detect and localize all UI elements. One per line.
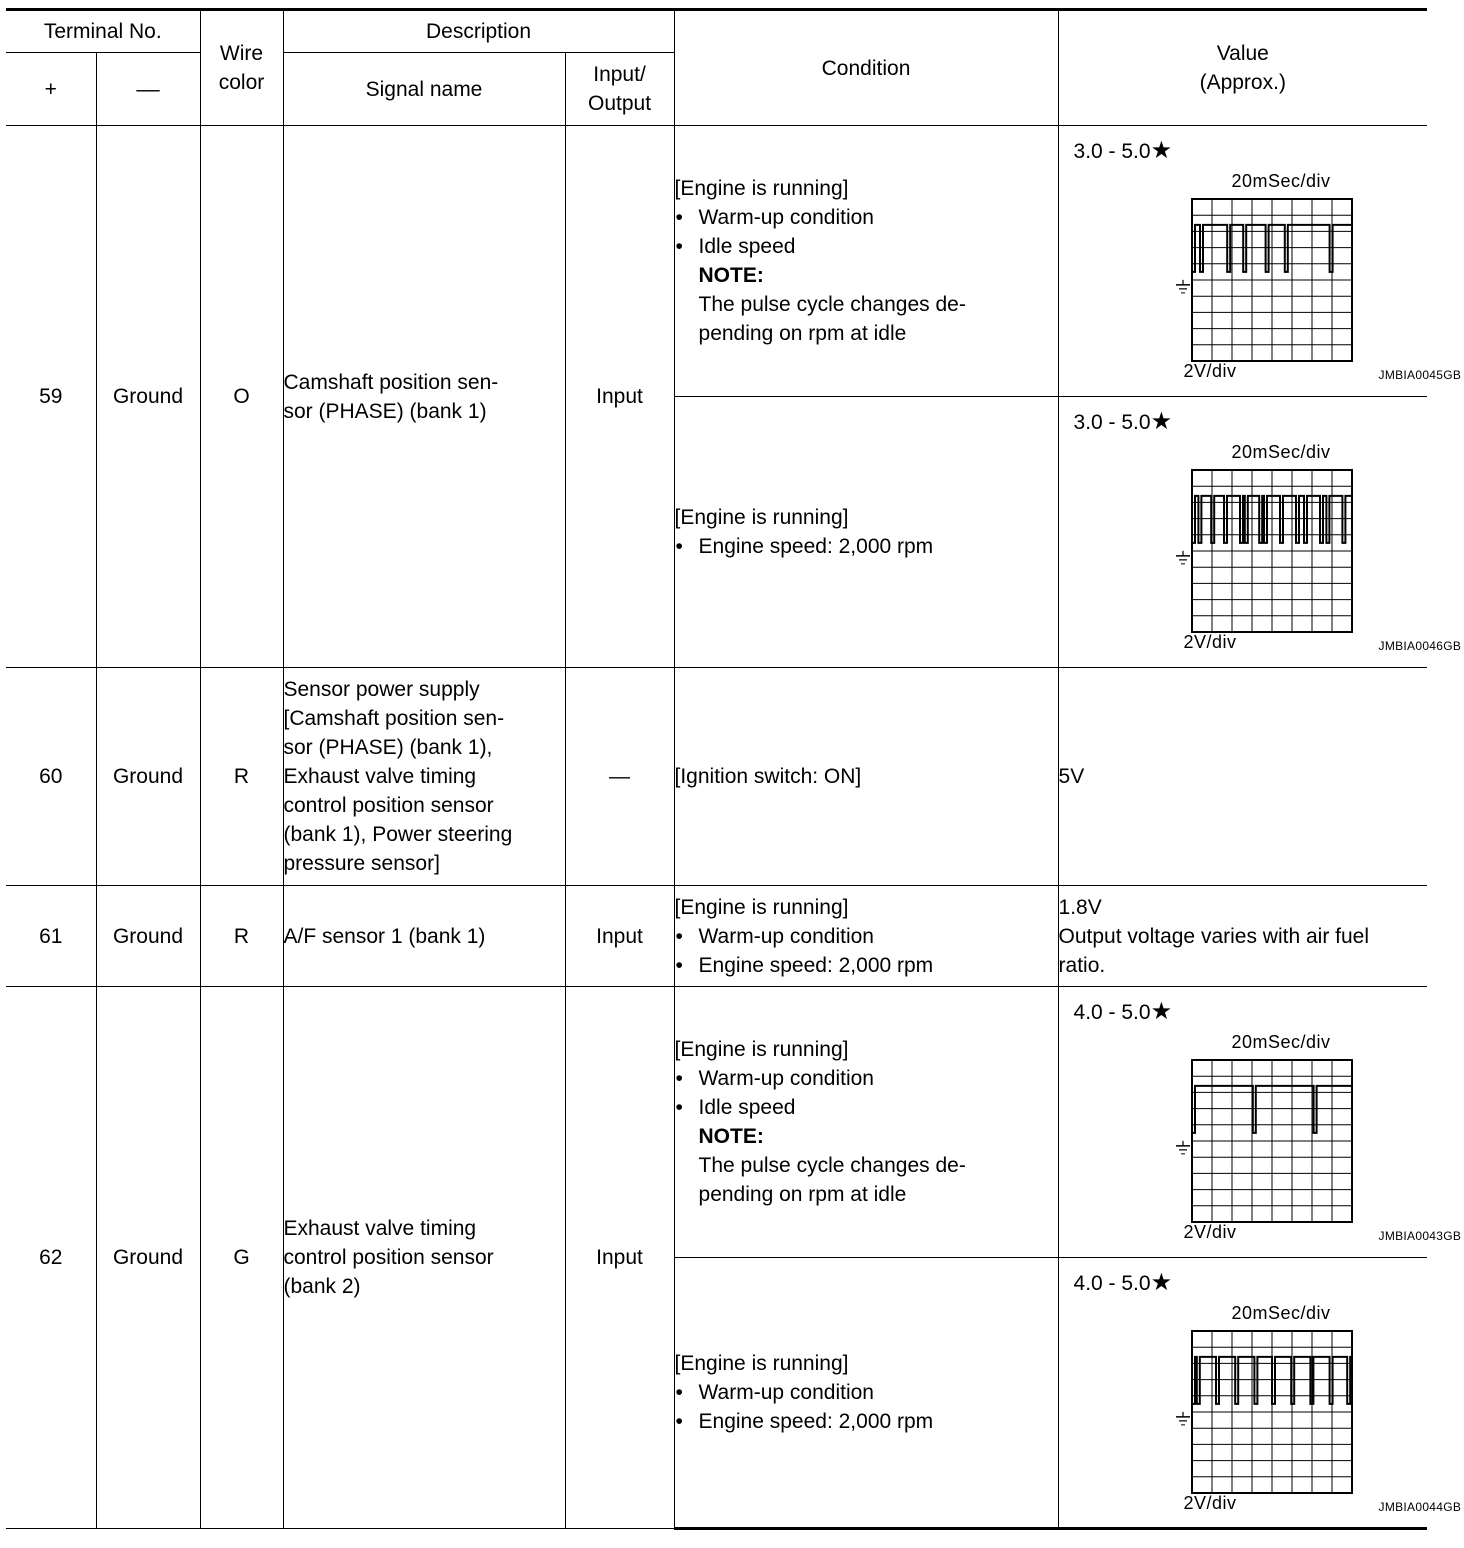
table-row [6, 987, 1427, 1258]
condition-text: Idle speed [698, 1096, 796, 1119]
value-cell [1058, 1258, 1462, 1529]
scope-graph [1114, 1032, 1354, 1232]
condition-text: Warm-up condition [698, 206, 874, 229]
scope-timebase: 20mSec/div [1231, 171, 1331, 191]
note-line: pending on rpm at idle [698, 322, 907, 345]
condition-item [675, 922, 1058, 951]
wire-color: R [200, 668, 283, 886]
oscilloscope-figure [1114, 442, 1464, 662]
header-value-line2: (Approx.) [1199, 71, 1286, 94]
note-line: pending on rpm at idle [698, 1183, 907, 1206]
oscilloscope-figure [1114, 1303, 1464, 1523]
header-value [1058, 10, 1427, 126]
condition-item [675, 203, 1058, 232]
bullet-icon: • [675, 535, 683, 558]
waveform-trace [1192, 1357, 1352, 1404]
terminal-minus: Ground [96, 886, 200, 987]
condition-list [675, 1378, 1058, 1436]
input-output: — [565, 668, 674, 886]
value-text [1074, 997, 1173, 1027]
condition-list [675, 532, 1058, 561]
condition [674, 668, 1058, 886]
figure-id: JMBIA0045GB [1378, 368, 1462, 382]
header-io-line2: Output [587, 92, 652, 115]
signal-line: Camshaft position sen- [283, 370, 499, 394]
condition-text: Engine speed: 2,000 rpm [698, 535, 934, 558]
wire-color: O [200, 126, 283, 668]
condition-item [675, 232, 1058, 261]
condition-list [675, 203, 1058, 261]
header-wire-color [200, 10, 283, 126]
terminal-plus: 60 [6, 668, 96, 886]
header-minus: –– [96, 53, 200, 126]
note-line: The pulse cycle changes de- [698, 293, 966, 316]
condition-text: Idle speed [698, 235, 796, 258]
bullet-icon: • [675, 206, 683, 229]
value-cell [1058, 397, 1462, 668]
condition-text: Engine speed: 2,000 rpm [698, 953, 934, 977]
input-output: Input [565, 987, 674, 1529]
condition [674, 886, 1058, 987]
condition [674, 397, 1058, 668]
header-plus: + [6, 53, 96, 126]
condition-head: [Engine is running] [674, 177, 849, 200]
star-icon: ★ [1150, 408, 1173, 435]
signal-line: Exhaust valve timing [283, 1217, 477, 1240]
condition-item [675, 1064, 1058, 1093]
table-row [6, 668, 1427, 886]
condition-text: Engine speed: 2,000 rpm [698, 1410, 934, 1433]
signal-line: Sensor power supply [283, 678, 480, 701]
condition-item [675, 1093, 1058, 1122]
bullet-icon: • [675, 924, 683, 948]
signal-line: sor (PHASE) (bank 1) [283, 399, 487, 423]
terminal-plus: 59 [6, 126, 96, 668]
condition [674, 1258, 1058, 1529]
signal-line: Exhaust valve timing [283, 765, 477, 788]
scope-graph [1114, 1303, 1354, 1503]
signal-line: sor (PHASE) (bank 1), [283, 736, 493, 759]
condition-head: [Engine is running] [674, 1038, 849, 1061]
table-row [6, 126, 1427, 397]
value-text [1074, 407, 1173, 437]
condition-text: Warm-up condition [698, 924, 874, 948]
header-input-output [565, 53, 674, 126]
value-cell [1058, 668, 1427, 886]
condition-head: [Engine is running] [674, 506, 849, 529]
header-signal-name: Signal name [283, 53, 565, 126]
value-range: 3.0 - 5.0 [1073, 411, 1151, 434]
note-line: The pulse cycle changes de- [698, 1154, 966, 1177]
signal-line: [Camshaft position sen- [283, 707, 505, 730]
star-icon: ★ [1150, 137, 1173, 164]
value-cell [1058, 886, 1427, 987]
signal-line: pressure sensor] [283, 852, 440, 875]
header-io-line1: Input/ [593, 63, 646, 86]
signal-line: control position sensor [283, 1246, 494, 1269]
oscilloscope-figure [1114, 1032, 1464, 1252]
scope-volt-div: 2V/div [1183, 1493, 1237, 1513]
value-range: 4.0 - 5.0 [1073, 1272, 1151, 1295]
terminal-plus: 62 [6, 987, 96, 1529]
figure-id: JMBIA0044GB [1378, 1500, 1462, 1514]
signal-line: (bank 1), Power steering [283, 823, 513, 846]
bullet-icon: • [675, 953, 683, 977]
bullet-icon: • [675, 1381, 683, 1404]
note [675, 1122, 1058, 1209]
terminal-plus: 61 [6, 886, 96, 987]
bullet-icon: • [675, 1096, 683, 1119]
scope-graph [1114, 442, 1354, 642]
value-range: 4.0 - 5.0 [1073, 1001, 1151, 1024]
signal-name [283, 126, 565, 668]
condition-list [675, 1064, 1058, 1122]
terminal-table [6, 8, 1462, 1530]
scope-timebase: 20mSec/div [1231, 1303, 1331, 1323]
condition-item [675, 951, 1058, 980]
value-text [1074, 1268, 1173, 1298]
wire-color: G [200, 987, 283, 1529]
signal-line: control position sensor [283, 794, 494, 817]
scope-volt-div: 2V/div [1183, 1222, 1237, 1242]
condition-text: Warm-up condition [698, 1067, 874, 1090]
scope-volt-div: 2V/div [1183, 361, 1237, 381]
value-text: ratio. [1058, 953, 1106, 977]
terminal-minus: Ground [96, 668, 200, 886]
bullet-icon: • [675, 1067, 683, 1090]
signal-name [283, 987, 565, 1529]
signal-name [283, 668, 565, 886]
condition-item [675, 532, 1058, 561]
value-text: 1.8V [1058, 895, 1102, 919]
value-cell [1058, 126, 1462, 397]
bullet-icon: • [675, 235, 683, 258]
bullet-icon: • [675, 1410, 683, 1433]
header-terminal-no: Terminal No. [6, 10, 200, 53]
header-wire-color-line2: color [218, 71, 265, 94]
condition [674, 987, 1058, 1258]
star-icon: ★ [1150, 1269, 1173, 1296]
header-description: Description [283, 10, 674, 53]
condition-list [675, 922, 1058, 980]
scope-volt-div: 2V/div [1183, 632, 1237, 652]
oscilloscope-figure [1114, 171, 1464, 391]
input-output: Input [565, 886, 674, 987]
signal-line: (bank 2) [283, 1275, 361, 1298]
scope-timebase: 20mSec/div [1231, 442, 1331, 462]
header-wire-color-line1: Wire [219, 42, 264, 65]
value-range: 3.0 - 5.0 [1073, 140, 1151, 163]
note-title: NOTE: [698, 264, 764, 287]
scope-timebase: 20mSec/div [1231, 1032, 1331, 1052]
header-condition: Condition [674, 10, 1058, 126]
condition-head: [Ignition switch: ON] [674, 765, 862, 788]
condition-item [675, 1378, 1058, 1407]
value-text: Output voltage varies with air fuel [1058, 924, 1370, 948]
note [675, 261, 1058, 348]
input-output: Input [565, 126, 674, 668]
header-value-line1: Value [1216, 42, 1269, 65]
condition [674, 126, 1058, 397]
condition-head: [Engine is running] [674, 1352, 849, 1375]
condition-item [675, 1407, 1058, 1436]
terminal-minus: Ground [96, 126, 200, 668]
terminal-minus: Ground [96, 987, 200, 1529]
signal-name: A/F sensor 1 (bank 1) [283, 886, 565, 987]
table-row [6, 886, 1427, 987]
note-title: NOTE: [698, 1125, 764, 1148]
condition-text: Warm-up condition [698, 1381, 874, 1404]
wire-color: R [200, 886, 283, 987]
value-text: 5V [1058, 765, 1085, 788]
figure-id: JMBIA0046GB [1378, 639, 1462, 653]
value-text [1074, 136, 1173, 166]
condition-head: [Engine is running] [674, 895, 849, 919]
figure-id: JMBIA0043GB [1378, 1229, 1462, 1243]
scope-graph [1114, 171, 1354, 371]
value-cell [1058, 987, 1462, 1258]
star-icon: ★ [1150, 998, 1173, 1025]
